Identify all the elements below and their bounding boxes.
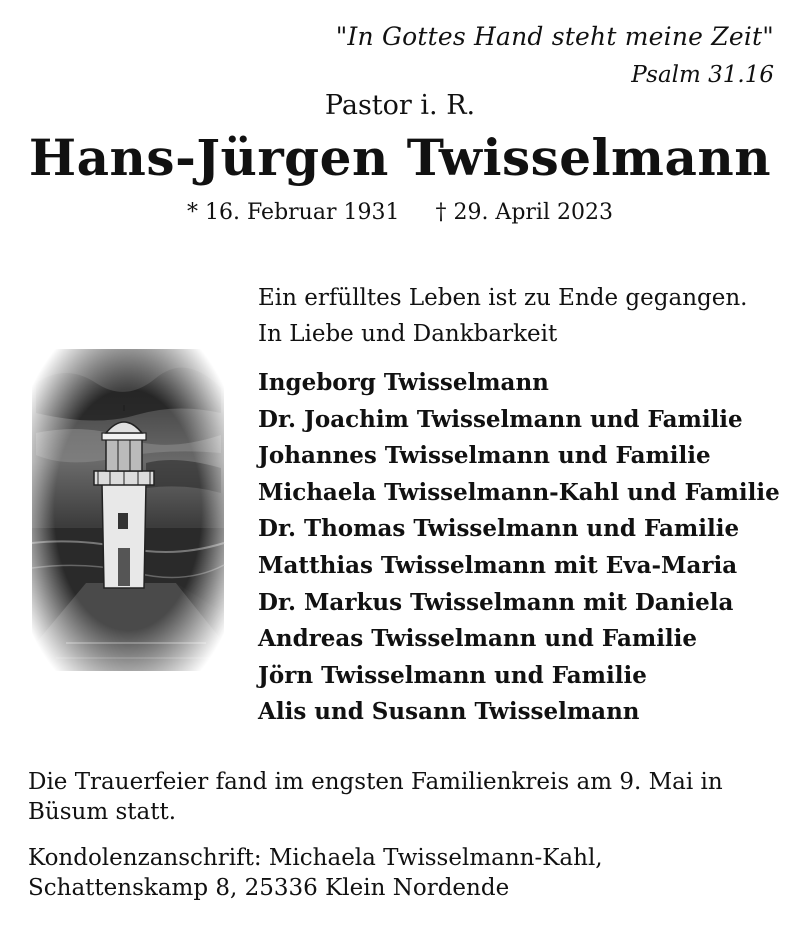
mourner-item: Dr. Joachim Twisselmann und Familie	[258, 405, 743, 433]
mourner-item: Dr. Markus Twisselmann mit Daniela	[258, 588, 734, 616]
mourner-item: Jörn Twisselmann und Familie	[258, 661, 647, 689]
message-block	[258, 280, 747, 352]
footer-block	[28, 767, 723, 903]
deceased-title: Pastor i. R.	[324, 90, 476, 121]
mourner-item: Johannes Twisselmann und Familie	[258, 442, 711, 470]
lighthouse-drawing	[26, 343, 230, 677]
mourner-item: Andreas Twisselmann und Familie	[258, 625, 698, 653]
mourner-item: Ingeborg Twisselmann	[258, 369, 549, 396]
mourner-item: Matthias Twisselmann mit Eva-Maria	[258, 551, 738, 579]
funeral-line-2: Büsum statt.	[28, 799, 177, 825]
birth-date: * 16. Februar 1931	[187, 200, 400, 225]
epigraph-quote: "In Gottes Hand steht meine Zeit"	[335, 22, 774, 51]
condolence-line-2: Schattenskamp 8, 25336 Klein Nordende	[28, 875, 510, 901]
mourner-item: Dr. Thomas Twisselmann und Familie	[258, 515, 740, 543]
condolence-line-1: Kondolenzanschrift: Michaela Twisselmann-Kahl,	[28, 845, 603, 871]
deceased-name: Hans-Jürgen Twisselmann	[28, 128, 772, 187]
funeral-line-1: Die Trauerfeier fand im engsten Familienkreis am 9. Mai in	[28, 769, 723, 795]
life-dates	[0, 200, 800, 225]
lighthouse-image	[26, 343, 230, 677]
mourners-list	[258, 365, 780, 731]
mourner-item: Michaela Twisselmann-Kahl und Familie	[258, 478, 780, 506]
message-line-1: Ein erfülltes Leben ist zu Ende gegangen.	[258, 285, 748, 311]
message-line-2: In Liebe und Dankbarkeit	[258, 321, 558, 347]
mourner-item: Alis und Susann Twisselmann	[258, 698, 640, 726]
death-date: † 29. April 2023	[435, 200, 613, 225]
epigraph-source: Psalm 31.16	[631, 62, 774, 88]
